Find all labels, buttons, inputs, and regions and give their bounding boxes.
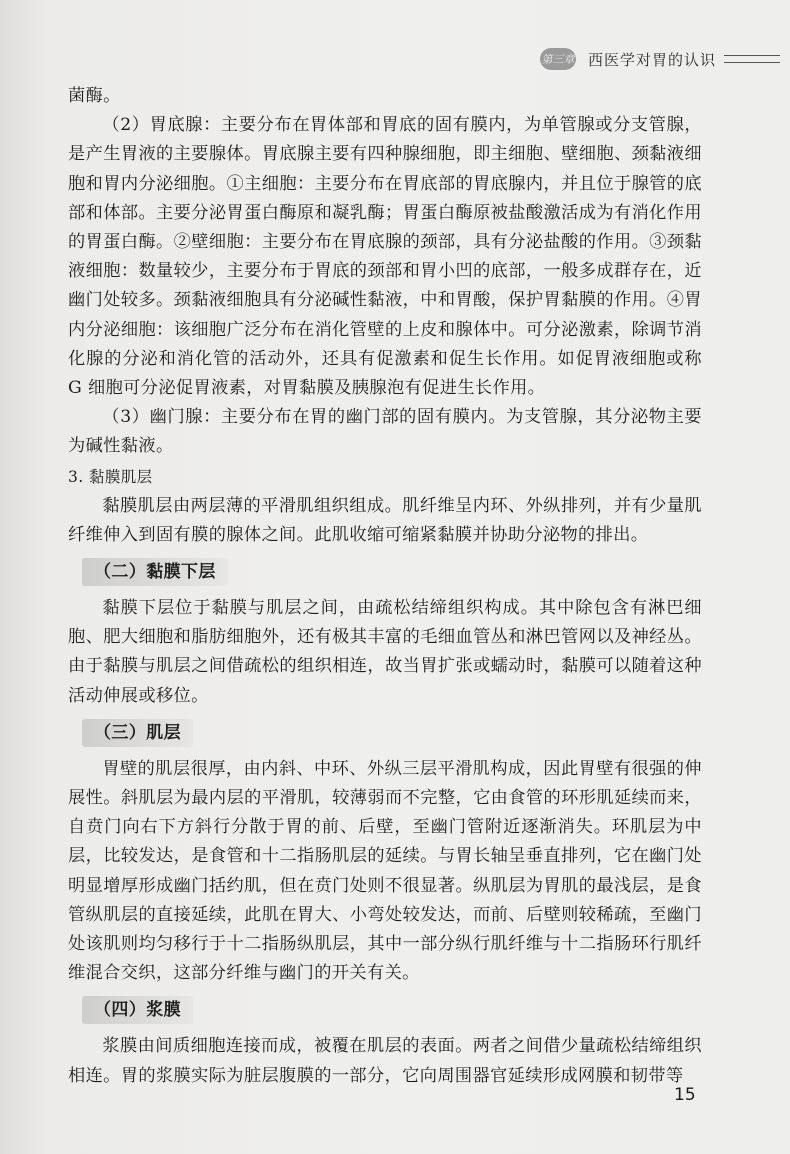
paragraph-submucosa: 黏膜下层位于黏膜与肌层之间，由疏松结缔组织构成。其中除包含有淋巴细胞、肥大细胞和脂肪细胞外，还有极其丰富的毛细血管丛和淋巴管网以及神经丛。由于黏膜与肌层之间借疏松的组织相连，故当胃扩张或蠕动时，黏膜可以随着这种活动伸展或移位。 [68, 598, 702, 706]
paragraph-muscle-layer: 胃壁的肌层很厚，由内斜、中环、外纵三层平滑肌构成，因此胃壁有很强的伸展性。斜肌层为最内层的平滑肌，较薄弱而不完整，它由食管的环形肌延续而来，自贲门向右下方斜行分散于胃的前、后壁，至幽门管附近逐渐消失。环肌层为中层，比较发达，是食管和十二指肠肌层的延续。与胃长轴呈垂直排列，它在幽门处明显增厚形成幽门括约肌，但在贲门处则不很显著。纵肌层为胃肌的最浅层，是食管纵肌层的直接延续，此肌在胃大、小弯处较发达，而前、后壁则较稀疏，至幽门处该肌则均匀移行于十二指肠纵肌层，其中一部分纵行肌纤维与十二指肠环行肌纤维混合交织，这部分纤维与幽门的开关有关。 [68, 758, 702, 984]
body-text [68, 82, 702, 1091]
header-title: 西医学对胃的认识 [588, 50, 717, 69]
paragraph-pyloric-gland: （3）幽门腺：主要分布在胃的幽门部的固有膜内。为支管腺，其分泌物主要为碱性黏液。 [68, 407, 702, 457]
section-heading-submucosa: （二）黏膜下层 [82, 558, 228, 586]
paragraph-muscularis-mucosae: 黏膜肌层由两层薄的平滑肌组织组成。肌纤维呈内环、外纵排列，并有少量肌纤维伸入到固有膜的腺体之间。此肌收缩可缩紧黏膜并协助分泌物的排出。 [68, 495, 702, 545]
running-header [540, 44, 780, 74]
continued-line: 菌酶。 [68, 86, 121, 106]
page-number: 15 [674, 1085, 696, 1105]
chapter-badge: 第三章 [540, 48, 576, 70]
header-rule [724, 55, 780, 63]
section-heading-serosa: （四）浆膜 [82, 996, 193, 1024]
paragraph-fundic-gland: （2）胃底腺：主要分布在胃体部和胃底的固有膜内，为单管腺或分支管腺，是产生胃液的主要腺体。胃底腺主要有四种腺细胞，即主细胞、壁细胞、颈黏液细胞和胃内分泌细胞。①主细胞：主要分布在胃底部的胃底腺内，并且位于腺管的底部和体部。主要分泌胃蛋白酶原和凝乳酶；胃蛋白酶原被盐酸激活成为有消化作用的胃蛋白酶。②壁细胞：主要分布在胃底腺的颈部，具有分泌盐酸的作用。③颈黏液细胞：数量较少，主要分布于胃底的颈部和胃小凹的底部，一般多成群存在，近幽门处较多。颈黏液细胞具有分泌碱性黏液，中和胃酸，保护胃黏膜的作用。④胃内分泌细胞：该细胞广泛分布在消化管壁的上皮和腺体中。可分泌激素，除调节消化腺的分泌和消化管的活动外，还具有促激素和促生长作用。如促胃液细胞或称 G 细胞可分泌促胃液素，对胃黏膜及胰腺泡有促进生长作用。 [68, 115, 702, 399]
paragraph-serosa: 浆膜由间质细胞连接而成，被覆在肌层的表面。两者之间借少量疏松结缔组织相连。胃的浆膜实际为脏层腹膜的一部分，它向周围器官延续形成网膜和韧带等 [68, 1036, 702, 1086]
subheading-muscularis-mucosae: 3. 黏膜肌层 [68, 467, 153, 486]
section-heading-muscle-layer: （三）肌层 [82, 719, 193, 747]
